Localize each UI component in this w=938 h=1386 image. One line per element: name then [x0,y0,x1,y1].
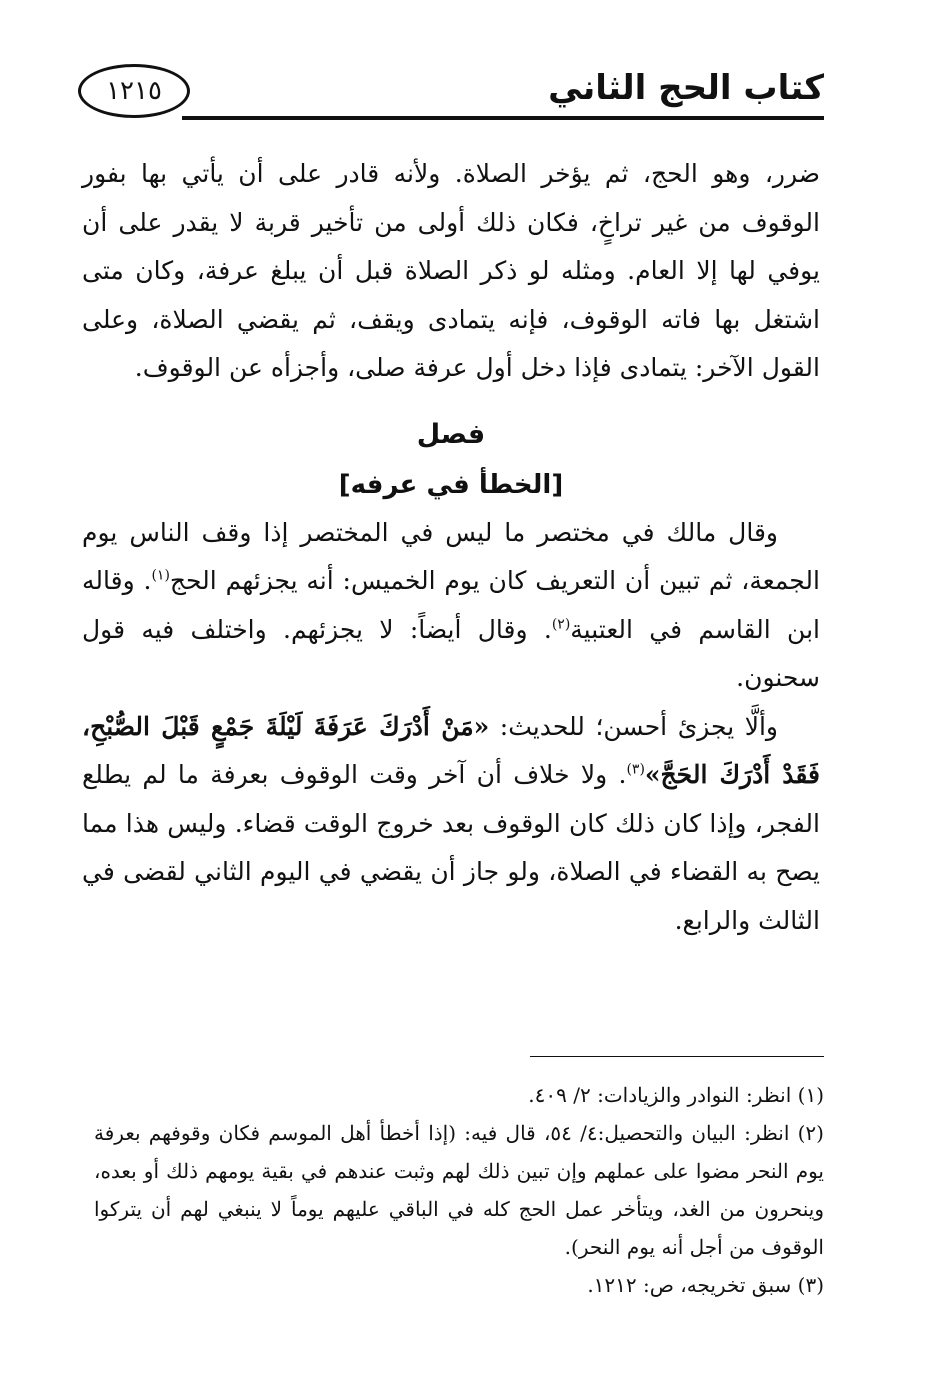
paragraph-1: ضرر، وهو الحج، ثم يؤخر الصلاة. ولأنه قادر على أن يأتي بها بفور الوقوف من غير تراخٍ، فكان ذلك أولى من تأخير قربة لا يقدر على أن يوفي لها إلا العام. ومثله لو ذكر الصلاة قبل أن يبلغ عرفة، وكان متى اشتغل بها فاته الوقوف، فإنه يتمادى ويقف، ثم يقضي الصلاة، وعلى القول الآخر: يتمادى فإذا دخل أول عرفة صلى، وأجزأه عن الوقوف. [82,159,820,382]
page-header [78,62,824,126]
footnote-separator [530,1056,824,1057]
footnote-ref-1: (١) [151,567,170,584]
paragraph-2 [82,509,820,703]
main-text [82,150,820,945]
footnotes [94,1076,824,1304]
paragraph-3-text-b: . ولا خلاف أن آخر وقت الوقوف بعرفة ما لم يطلع الفجر، وإذا كان ذلك كان الوقوف بعد خروج الوقت قضاء. وليس هذا مما يصح به القضاء في الصلاة، ولو جاز أن يقضي في اليوم الثاني لقضى في الثالث والرابع. [82,760,820,935]
footnote-ref-2: (٢) [551,616,571,633]
book-title: كتاب الحج الثاني [548,68,824,108]
footnote-ref-3: (٣) [626,761,645,778]
paragraph-3 [82,703,820,946]
footnote-3: (٣) سبق تخريجه، ص: ١٢١٢. [587,1273,824,1297]
section-subheading: [الخطأ في عرفه] [338,469,564,500]
paragraph-2-text-b: . وقاله ابن القاسم في العتبية [82,566,820,644]
page-number-badge [78,64,190,118]
page-number: ١٢١٥ [106,76,162,106]
header-rule [182,116,824,120]
paragraph-2-text-c: . وقال أيضاً: لا يجزئهم. واختلف فيه قول سحنون. [82,614,820,692]
footnote-1: (١) انظر: النوادر والزيادات: ٢/ ٤٠٩. [528,1083,824,1107]
footnote-2: (٢) انظر: البيان والتحصيل:٤/ ٥٤، قال فيه: (إذا أخطأ أهل الموسم فكان وقوفهم بعرفة يوم النحر مضوا على عملهم وإن تبين ذلك لهم وثبت عندهم في بقية يومهم ذلك أو بعده، وينحرون من الغد، ويتأخر عمل الحج كله في الباقي عليهم يوماً لا ينبغي لهم أن يتركوا الوقوف من أجل أنه يوم النحر). [94,1121,824,1259]
section-title: فصل [416,418,486,450]
paragraph-3-text-a: وألَّا يجزئ أحسن؛ للحديث: [489,711,778,741]
paragraph-2-text-a: وقال مالك في مختصر ما ليس في المختصر إذا وقف الناس يوم الجمعة، ثم تبين أن التعريف كان يوم الخميس: أنه يجزئهم الحج [82,517,820,595]
hadith-quote: «مَنْ أَدْرَكَ عَرَفَةَ لَيْلَةَ جَمْعٍ قَبْلَ الصُّبْحِ، فَقَدْ أَدْرَكَ الحَجَّ» [82,711,820,789]
